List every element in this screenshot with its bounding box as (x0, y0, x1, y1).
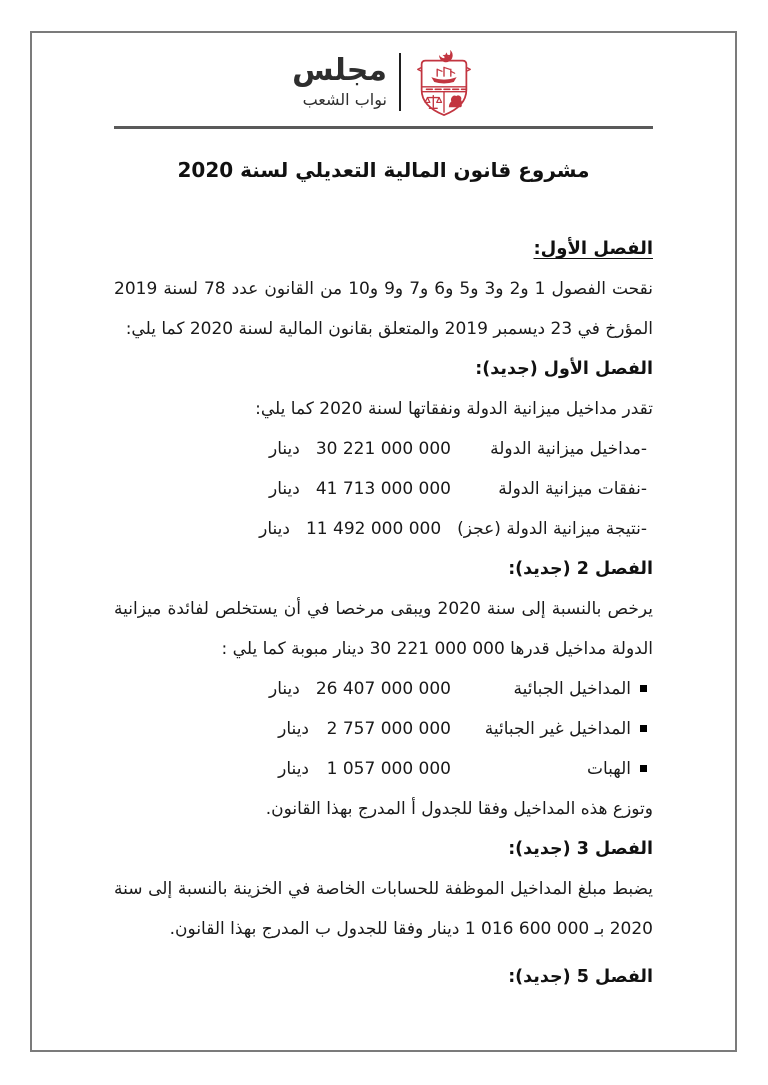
item-unit: دينار (278, 719, 309, 739)
chapter1-heading: الفصل الأول: (533, 238, 653, 259)
article5-heading: الفصل 5 (جديد): (508, 967, 653, 987)
item-label-text: الهبات (586, 759, 631, 779)
article1-intro: تقدر مداخيل ميزانية الدولة ونفقاتها لسنة 2020 كما يلي: (255, 399, 653, 419)
logo-subtitle: نواب الشعب (302, 89, 387, 109)
revenue-item-row (114, 709, 653, 749)
article2-closing: وتوزع هذه المداخيل وفقا للجدول أ المدرج بهذا القانون. (265, 799, 653, 819)
budget-item-row (114, 509, 653, 549)
item-amount: 2 757 000 000 (326, 719, 451, 739)
tunisia-coat-of-arms-icon (413, 46, 475, 118)
item-unit: دينار (268, 439, 300, 459)
item-label (467, 669, 647, 709)
document-page (30, 31, 737, 1052)
article3-heading: الفصل 3 (جديد): (508, 839, 653, 859)
revenue-item-row (114, 749, 653, 789)
item-amount: 11 492 000 000 (305, 519, 442, 539)
logo-title: مجلس (292, 53, 387, 89)
revenue-item-row (114, 669, 653, 709)
item-unit: دينار (278, 759, 309, 779)
item-label: -مداخيل ميزانية الدولة (490, 439, 647, 459)
item-label-text: المداخيل الجبائية (513, 679, 631, 699)
item-amount: 41 713 000 000 (315, 479, 451, 499)
article2-heading: الفصل 2 (جديد): (508, 559, 653, 579)
budget-item-row (114, 469, 653, 509)
document-title: مشروع قانون المالية التعديلي لسنة 2020 (177, 158, 590, 182)
item-amount: 26 407 000 000 (315, 679, 451, 699)
budget-item-row (114, 429, 653, 469)
article2-intro: يرخص بالنسبة إلى سنة 2020 ويبقى مرخصا في أن يستخلص لفائدة ميزانية الدولة مداخيل قدرها ⁦30 221 000 000⁩ دينار مبوبة كما يلي : (114, 599, 653, 659)
bullet-square-icon (640, 765, 647, 772)
article3-body: يضبط مبلغ المداخيل الموظفة للحسابات الخاصة في الخزينة بالنسبة إلى سنة 2020 بـ ⁦1 016 600 000⁩ دينار وفقا للجدول ب المدرج بهذا القانون. (114, 879, 653, 939)
article1-heading: الفصل الأول (جديد): (475, 359, 653, 379)
item-label-text: المداخيل غير الجبائية (484, 719, 631, 739)
header-logo (32, 45, 735, 119)
item-amount: 30 221 000 000 (315, 439, 451, 459)
item-label (467, 749, 647, 789)
item-unit: دينار (259, 519, 290, 539)
item-unit: دينار (268, 479, 300, 499)
bullet-square-icon (640, 725, 647, 732)
logo-text-block (292, 55, 387, 109)
item-label: -نتيجة ميزانية الدولة (عجز) (457, 519, 647, 539)
logo-divider (399, 53, 401, 111)
item-label (467, 709, 647, 749)
intro-paragraph: نقحت الفصول 1 و2 و3 و5 و6 و7 و9 و10 من القانون عدد 78 لسنة 2019 المؤرخ في 23 ديسمبر 2019 والمتعلق بقانون المالية لسنة 2020 كما يلي: (114, 279, 653, 339)
item-unit: دينار (268, 679, 300, 699)
item-amount: 1 057 000 000 (326, 759, 451, 779)
document-body (32, 229, 735, 997)
bullet-square-icon (640, 685, 647, 692)
header-rule (114, 126, 653, 129)
item-label: -نفقات ميزانية الدولة (498, 479, 647, 499)
